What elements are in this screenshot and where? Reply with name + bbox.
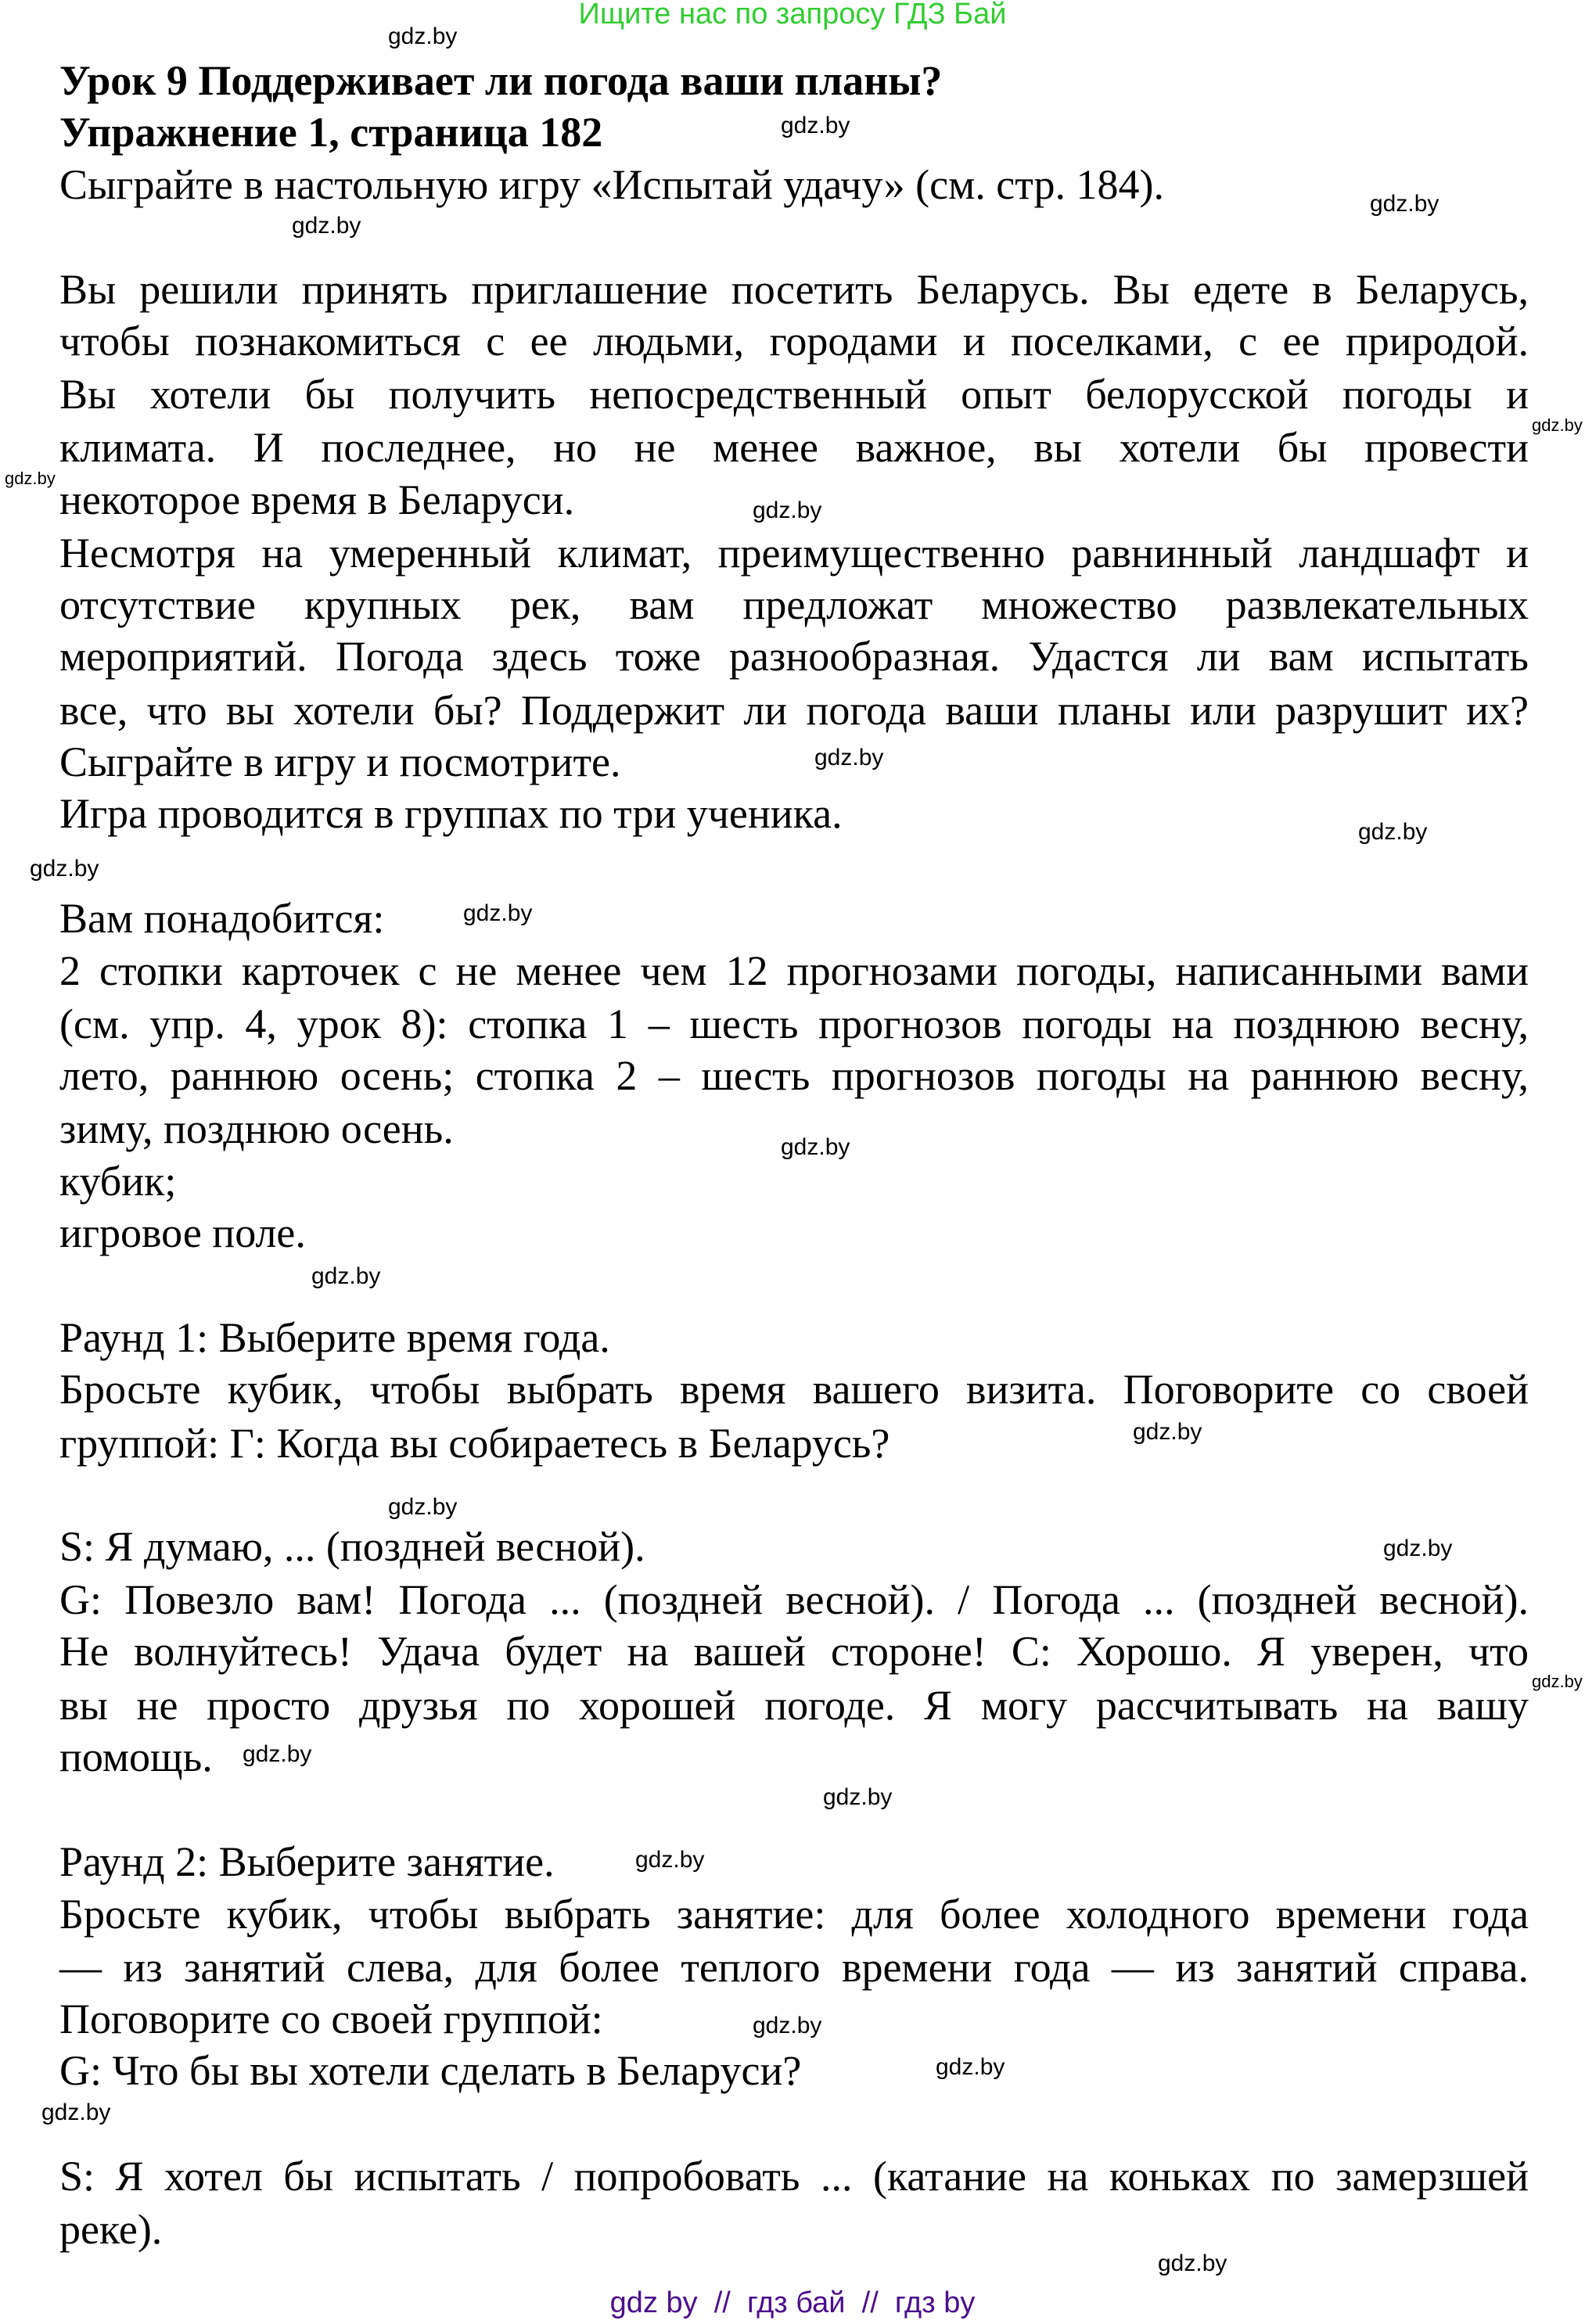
watermark: gdz.by — [463, 900, 533, 926]
watermark: gdz.by — [781, 1134, 850, 1160]
watermark: gdz.by — [814, 745, 884, 770]
watermark: gdz.by — [5, 469, 56, 488]
text-line: игровое поле. — [59, 1209, 306, 1256]
watermark: gdz.by — [753, 2013, 822, 2038]
watermark: gdz.by — [243, 1741, 312, 1767]
text-line: чтобы познакомиться с ее людьми, городами и поселками, с ее природой. — [59, 318, 1529, 365]
text-line: G: Что бы вы хотели сделать в Беларуси? — [59, 2047, 802, 2094]
text-line: лето, раннюю осень; стопка 2 – шесть прогнозов погоды на раннюю весну, — [59, 1052, 1529, 1099]
text-line: Игра проводится в группах по три ученика. — [59, 790, 843, 837]
text-line: некоторое время в Беларуси. — [59, 476, 575, 523]
text-line: Поговорите со своей группой: — [59, 1995, 603, 2042]
text-line: вы не просто друзья по хорошей погоде. Я могу рассчитывать на вашу — [59, 1682, 1529, 1729]
text-line: группой: Г: Когда вы собираетесь в Беларусь? — [59, 1420, 890, 1467]
text-line: климата. И последнее, но не менее важное, вы хотели бы провести — [59, 424, 1529, 471]
text-line: (см. упр. 4, урок 8): стопка 1 – шесть прогнозов погоды на позднюю весну, — [59, 1000, 1529, 1047]
watermark: gdz.by — [1158, 2250, 1227, 2276]
text-line: Бросьте кубик, чтобы выбрать занятие: для более холодного времени года — [59, 1891, 1529, 1938]
watermark: gdz.by — [30, 856, 99, 882]
text-line: помощь. — [59, 1733, 213, 1780]
watermark: gdz.by — [781, 113, 850, 138]
text-line: Вам понадобится: — [59, 895, 385, 942]
watermark: gdz.by — [936, 2054, 1005, 2080]
text-line: Сыграйте в игру и посмотрите. — [59, 738, 621, 785]
watermark: gdz.by — [1383, 1536, 1453, 1561]
lesson-title: Урок 9 Поддерживает ли погода ваши планы? — [59, 57, 943, 104]
watermark: gdz.by — [41, 2100, 111, 2125]
text-line: — из занятий слева, для более теплого времени года — из занятий справа. — [59, 1944, 1529, 1991]
text-line: все, что вы хотели бы? Поддержит ли погода ваши планы или разрушит их? — [59, 687, 1529, 734]
watermark: gdz.by — [823, 1784, 893, 1810]
text-line: S: Я хотел бы испытать / попробовать ... (катание на коньках по замерзшей — [59, 2153, 1529, 2200]
text-line: отсутствие крупных рек, вам предложат множество развлекательных — [59, 581, 1529, 628]
watermark: gdz.by — [311, 1263, 381, 1289]
watermark: gdz.by — [292, 213, 361, 239]
text-line: зиму, позднюю осень. — [59, 1105, 454, 1152]
exercise-title: Упражнение 1, страница 182 — [59, 109, 603, 156]
text-line: Не волнуйтесь! Удача будет на вашей стороне! С: Хорошо. Я уверен, что — [59, 1628, 1529, 1675]
watermark: gdz.by — [753, 497, 822, 523]
watermark: gdz.by — [1532, 1672, 1583, 1691]
text-line: Бросьте кубик, чтобы выбрать время вашего визита. Поговорите со своей — [59, 1366, 1529, 1413]
text-line: Вы хотели бы получить непосредственный опыт белорусской погоды и — [59, 371, 1529, 418]
watermark: gdz.by — [1532, 415, 1583, 435]
text-line: Сыграйте в настольную игру «Испытай удачу» (см. стр. 184). — [59, 161, 1165, 208]
text-line: 2 стопки карточек с не менее чем 12 прогнозами погоды, написанными вами — [59, 947, 1529, 994]
text-line: Вы решили принять приглашение посетить Беларусь. Вы едете в Беларусь, — [59, 266, 1529, 313]
watermark: gdz.by — [388, 1494, 458, 1520]
footer-links: gdz by // гдз бай // гдз by — [609, 2286, 976, 2319]
text-line: мероприятий. Погода здесь тоже разнообразная. Удастся ли вам испытать — [59, 633, 1529, 680]
text-line: G: Повезло вам! Погода ... (поздней весной). / Погода ... (поздней весной). — [59, 1576, 1529, 1623]
text-line: S: Я думаю, ... (поздней весной). — [59, 1523, 645, 1570]
watermark: gdz.by — [1370, 191, 1439, 217]
text-line: Несмотря на умеренный климат, преимущественно равнинный ландшафт и — [59, 530, 1529, 577]
watermark: gdz.by — [388, 23, 458, 49]
text-line: реке). — [59, 2206, 163, 2253]
search-banner: Ищите нас по запросу ГДЗ Бай — [578, 0, 1007, 31]
watermark: gdz.by — [1358, 819, 1428, 845]
watermark: gdz.by — [635, 1847, 705, 1873]
text-line: Раунд 1: Выберите время года. — [59, 1314, 610, 1361]
text-line: Раунд 2: Выберите занятие. — [59, 1838, 555, 1885]
watermark: gdz.by — [1133, 1419, 1202, 1445]
text-line: кубик; — [59, 1158, 177, 1205]
